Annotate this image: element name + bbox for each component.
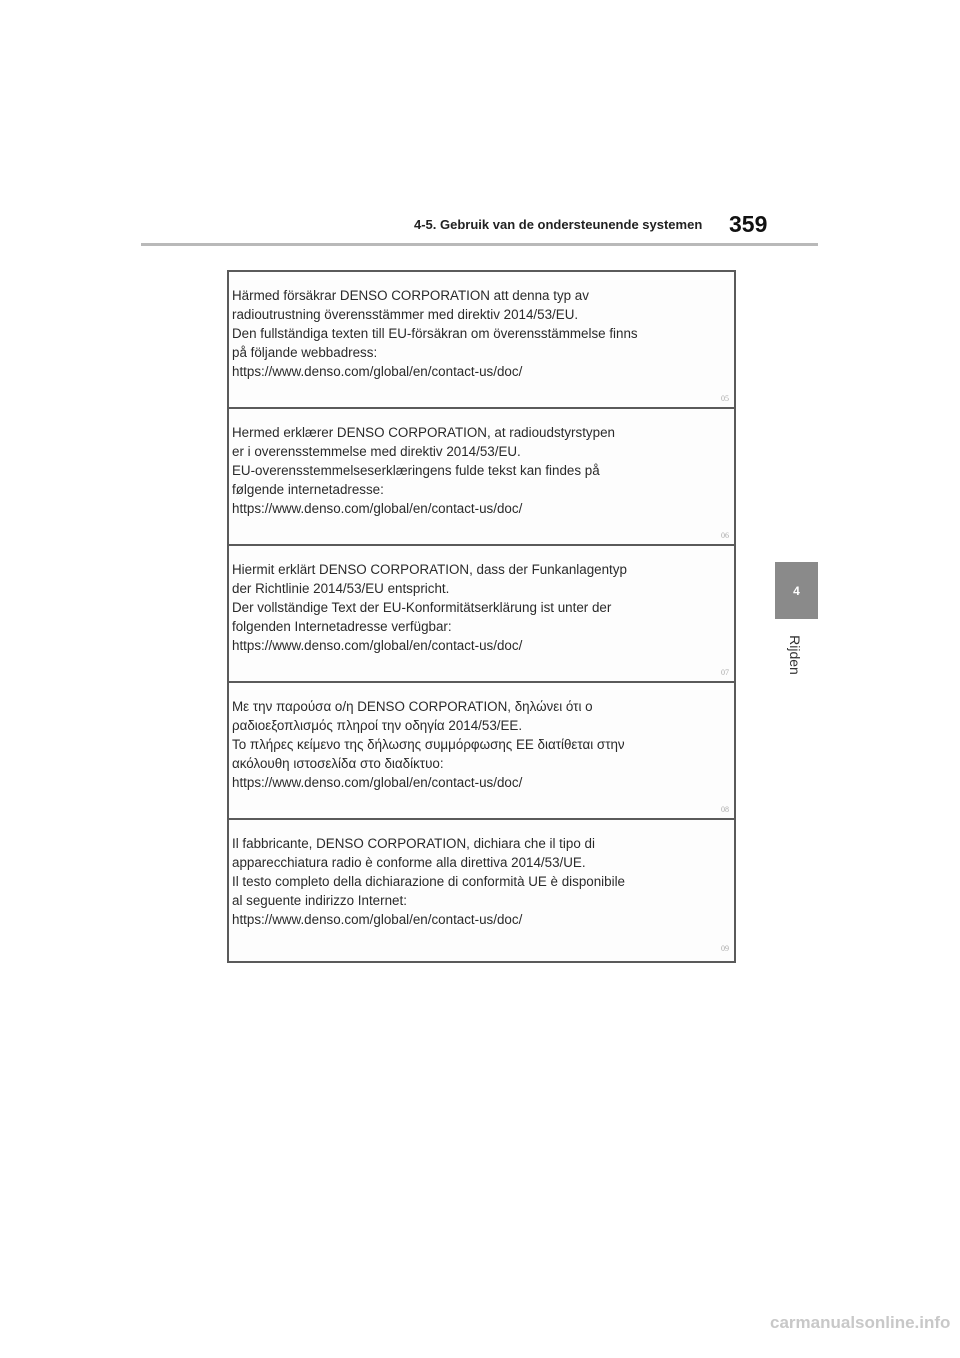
declaration-url: https://www.denso.com/global/en/contact-us/doc/ bbox=[232, 638, 523, 653]
declaration-code: 08 bbox=[721, 805, 729, 814]
declaration-code: 09 bbox=[721, 944, 729, 953]
declaration-line: ραδιοεξοπλισμός πληροί την οδηγία 2014/53/ΕΕ. bbox=[232, 718, 523, 733]
declaration-danish bbox=[229, 409, 734, 546]
declaration-line: folgenden Internetadresse verfügbar: bbox=[232, 619, 452, 634]
declaration-code: 07 bbox=[721, 668, 729, 677]
declaration-line: på följande webbadress: bbox=[232, 345, 378, 360]
declaration-line: al seguente indirizzo Internet: bbox=[232, 893, 407, 908]
declaration-greek bbox=[229, 683, 734, 820]
header-divider bbox=[141, 243, 818, 246]
page-number: 359 bbox=[729, 211, 768, 237]
declaration-code: 05 bbox=[721, 394, 729, 403]
declaration-line: radioutrustning överensstämmer med direktiv 2014/53/EU. bbox=[232, 307, 579, 322]
declaration-line: Hermed erklærer DENSO CORPORATION, at radioudstyrstypen bbox=[232, 425, 615, 440]
declaration-line: Der vollständige Text der EU-Konformitätserklärung ist unter der bbox=[232, 600, 612, 615]
section-title: 4-5. Gebruik van de ondersteunende systemen bbox=[414, 217, 703, 232]
declaration-german bbox=[229, 546, 734, 683]
declaration-line: Härmed försäkrar DENSO CORPORATION att denna typ av bbox=[232, 288, 589, 303]
declaration-line: Με την παρούσα ο/η DENSO CORPORATION, δηλώνει ότι ο bbox=[232, 699, 593, 714]
declarations-box bbox=[227, 270, 736, 963]
declaration-line: apparecchiatura radio è conforme alla direttiva 2014/53/UE. bbox=[232, 855, 586, 870]
declaration-swedish bbox=[229, 272, 734, 409]
chapter-label-container bbox=[784, 630, 806, 680]
declaration-line: Il fabbricante, DENSO CORPORATION, dichiara che il tipo di bbox=[232, 836, 595, 851]
declaration-line: der Richtlinie 2014/53/EU entspricht. bbox=[232, 581, 450, 596]
chapter-tab bbox=[775, 562, 818, 619]
declaration-line: Hiermit erklärt DENSO CORPORATION, dass der Funkanlagentyp bbox=[232, 562, 627, 577]
chapter-label: Rijden bbox=[787, 635, 803, 675]
declaration-url: https://www.denso.com/global/en/contact-us/doc/ bbox=[232, 912, 523, 927]
declaration-line: Den fullständiga texten till EU-försäkran om överensstämmelse finns bbox=[232, 326, 638, 341]
declaration-url: https://www.denso.com/global/en/contact-us/doc/ bbox=[232, 364, 523, 379]
declaration-url: https://www.denso.com/global/en/contact-us/doc/ bbox=[232, 775, 523, 790]
declaration-italian bbox=[229, 820, 734, 957]
declaration-code: 06 bbox=[721, 531, 729, 540]
declaration-line: er i overensstemmelse med direktiv 2014/53/EU. bbox=[232, 444, 521, 459]
declaration-line: ακόλουθη ιστοσελίδα στο διαδίκτυο: bbox=[232, 756, 444, 771]
declaration-line: EU-overensstemmelseserklæringens fulde tekst kan findes på bbox=[232, 463, 600, 478]
declaration-line: Il testo completo della dichiarazione di conformità UE è disponibile bbox=[232, 874, 626, 889]
declaration-line: følgende internetadresse: bbox=[232, 482, 384, 497]
declaration-url: https://www.denso.com/global/en/contact-us/doc/ bbox=[232, 501, 523, 516]
chapter-number: 4 bbox=[793, 584, 800, 598]
declaration-line: Το πλήρες κείμενο της δήλωσης συμμόρφωσης ΕΕ διατίθεται στην bbox=[232, 737, 625, 752]
watermark: carmanualsonline.info bbox=[770, 1313, 951, 1332]
